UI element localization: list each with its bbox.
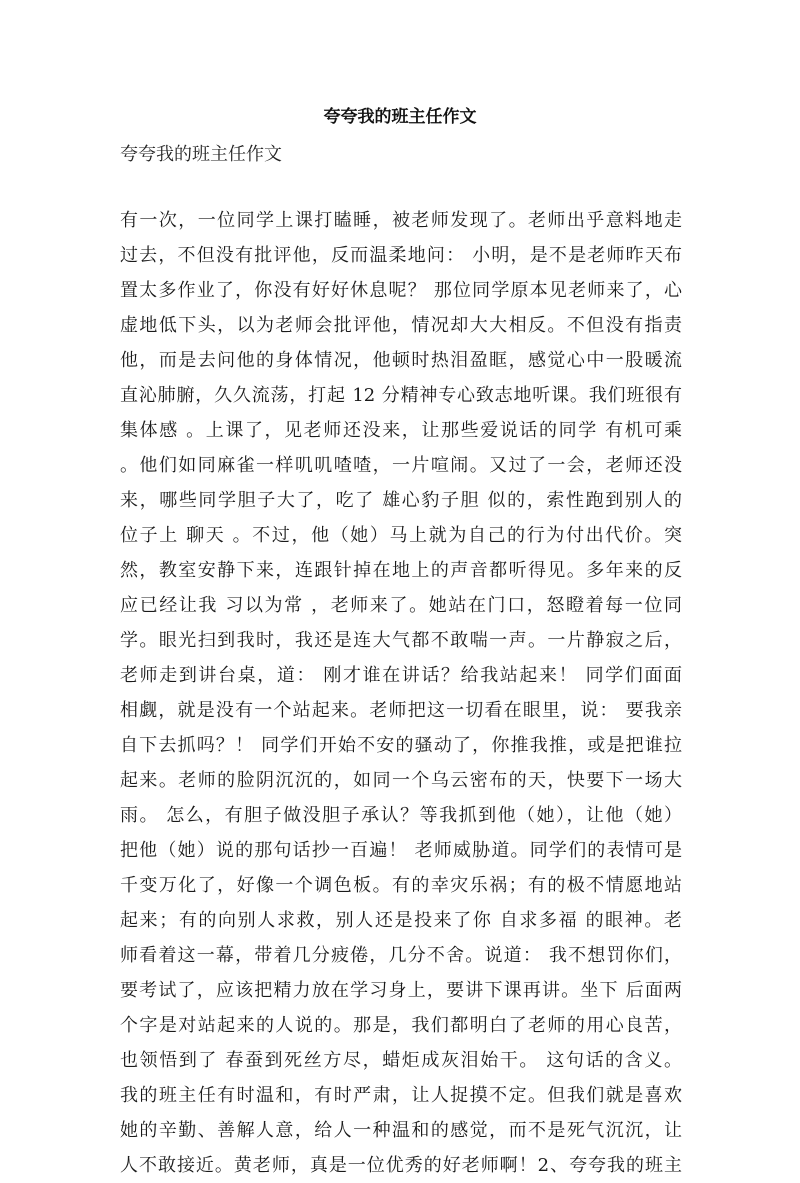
body-line: 自下去抓吗？！ 同学们开始不安的骚动了，你推我推，或是把谁拉	[120, 735, 682, 756]
document-subtitle: 夸夸我的班主任作文	[120, 144, 282, 165]
body-line: 要考试了，应该把精力放在学习身上，要讲下课再讲。坐下 后面两	[120, 980, 682, 1001]
body-line: 虚地低下头，以为老师会批评他，情况却大大相反。不但没有指责	[120, 315, 682, 336]
body-line: 个字是对站起来的人说的。那是，我们都明白了老师的用心良苦，	[120, 1015, 682, 1036]
body-line: 老师走到讲台桌，道： 刚才谁在讲话？给我站起来！ 同学们面面	[120, 665, 682, 686]
body-line: 集体感 。上课了，见老师还没来，让那些爱说话的同学 有机可乘	[120, 420, 682, 441]
body-line: 师看着这一幕，带着几分疲倦，几分不舍。说道： 我不想罚你们，	[120, 945, 682, 966]
body-line: 位子上 聊天 。不过，他（她）马上就为自己的行为付出代价。突	[120, 525, 682, 546]
document-title: 夸夸我的班主任作文	[323, 107, 477, 127]
body-line: 也领悟到了 春蚕到死丝方尽，蜡炬成灰泪始干。 这句话的含义。	[120, 1050, 682, 1071]
body-line: 她的辛勤、善解人意，给人一种温和的感觉，而不是死气沉沉，让	[120, 1120, 682, 1141]
body-line: 应已经让我 习以为常 ，老师来了。她站在门口，怒瞪着每一位同	[120, 595, 682, 616]
body-line: 有一次，一位同学上课打瞌睡，被老师发现了。老师出乎意料地走	[120, 210, 682, 231]
body-line: 起来。老师的脸阴沉沉的，如同一个乌云密布的天，快要下一场大	[120, 770, 682, 791]
body-line: 直沁肺腑，久久流荡，打起 12 分精神专心致志地听课。我们班很有	[120, 385, 682, 406]
body-line: 然，教室安静下来，连跟针掉在地上的声音都听得见。多年来的反	[120, 560, 682, 581]
body-line: 把他（她）说的那句话抄一百遍！ 老师威胁道。同学们的表情可是	[120, 840, 682, 861]
body-line: 过去，不但没有批评他，反而温柔地问： 小明，是不是老师昨天布	[120, 245, 682, 266]
body-line: 来，哪些同学胆子大了，吃了 雄心豹子胆 似的，索性跑到别人的	[120, 490, 682, 511]
body-line: 他，而是去问他的身体情况，他顿时热泪盈眶，感觉心中一股暖流	[120, 350, 682, 371]
body-paragraph	[120, 203, 682, 1183]
body-line: 人不敢接近。黄老师，真是一位优秀的好老师啊！2、夸夸我的班主	[120, 1155, 682, 1176]
body-line: 起来；有的向别人求救，别人还是投来了你 自求多福 的眼神。老	[120, 910, 682, 931]
body-line: 我的班主任有时温和，有时严肃，让人捉摸不定。但我们就是喜欢	[120, 1085, 682, 1106]
body-line: 千变万化了，好像一个调色板。有的幸灾乐祸；有的极不情愿地站	[120, 875, 682, 896]
body-line: 学。眼光扫到我时，我还是连大气都不敢喘一声。一片静寂之后，	[120, 630, 682, 651]
body-line: 。他们如同麻雀一样叽叽喳喳，一片喧闹。又过了一会，老师还没	[120, 455, 682, 476]
body-line: 雨。 怎么，有胆子做没胆子承认？等我抓到他（她），让他（她）	[120, 805, 682, 826]
body-line: 相觑，就是没有一个站起来。老师把这一切看在眼里，说： 要我亲	[120, 700, 682, 721]
body-line: 置太多作业了，你没有好好休息呢？ 那位同学原本见老师来了，心	[120, 280, 682, 301]
